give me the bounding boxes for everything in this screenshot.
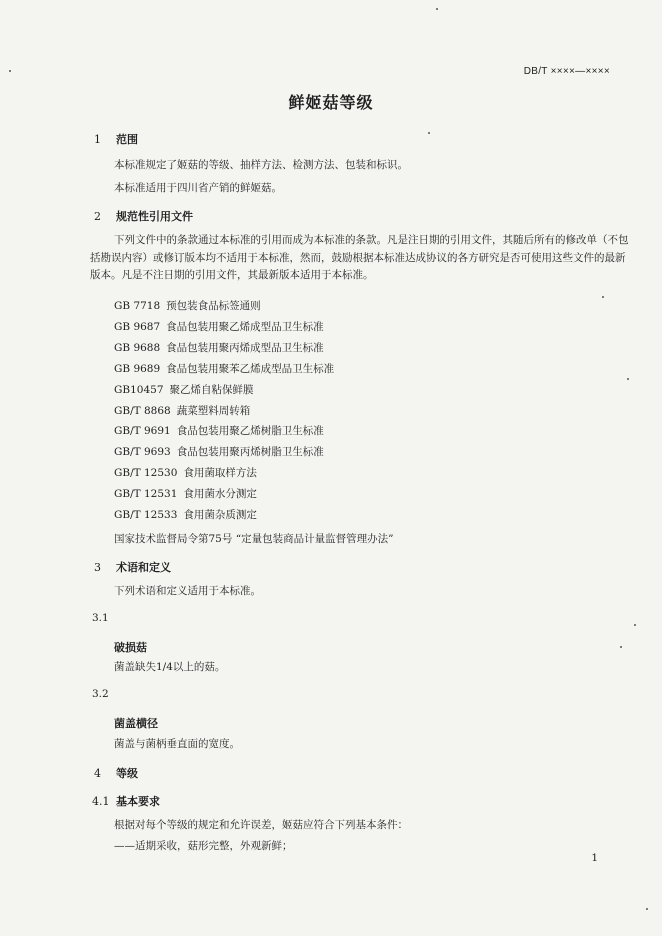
reference-title: 食品包装用聚丙烯树脂卫生标准 [176,446,324,459]
subsection-number: 4.1 [92,795,110,808]
reference-code: GB 9689 [114,362,161,375]
reference-title: 预包装食品标签通则 [166,300,261,312]
reference-title: 食品包装用聚乙烯成型品卫生标准 [166,320,324,333]
scan-speck [436,8,438,10]
reference-item [114,486,257,501]
section-1-paragraph-2: 本标准适用于四川省产销的鲜姬菇。 [114,182,282,194]
subsection-4-1-heading [92,793,160,809]
reference-title: 聚乙烯自粘保鲜膜 [169,383,254,396]
section-2-heading [94,208,193,224]
reference-title: 食品包装用聚丙烯成型品卫生标准 [166,341,324,354]
section-1-paragraph-1: 本标准规定了姬菇的等级、抽样方法、检测方法、包装和标识。 [114,159,408,171]
reference-code: GB/T 9693 [114,446,171,459]
reference-title: 食用菌杂质测定 [183,509,257,521]
section-number: 1 [94,133,101,146]
scan-speck [602,296,604,298]
reference-item [114,465,257,480]
section-title: 等级 [116,767,138,780]
reference-title: 食用菌取样方法 [183,467,257,480]
reference-code: GB/T 8868 [114,404,171,417]
reference-code: GB10457 [114,383,164,396]
reference-item [114,382,254,397]
subsection-title: 基本要求 [116,795,160,808]
reference-item [114,319,324,334]
section-1-heading [94,131,138,147]
scan-speck [634,624,636,626]
reference-decree: 国家技术监督局令第75号 “定量包装商品计量监督管理办法” [114,533,394,545]
section-2-paragraph: 下列文件中的条款通过本标准的引用而成为本标准的条款。凡是注日期的引用文件，其随后所有的修改单（不包括勘误内容）或修订版本均不适用于本标准，然而，鼓励根据本标准达成协议的各方研究是否可使用这些文件的最新版本。凡是不注日期的引用文件，其最新版本适用于本标准。 [90,234,629,281]
reference-code: GB/T 12533 [114,509,178,521]
section-number: 2 [94,210,101,223]
term-3-1-number: 3.1 [92,612,109,624]
term-3-1-definition: 菌盖缺失1/4以上的菇。 [114,661,226,673]
reference-item [114,298,261,313]
reference-code: GB 7718 [114,300,161,312]
reference-item [114,423,324,438]
section-title: 术语和定义 [116,561,171,574]
term-3-2-number: 3.2 [92,688,109,700]
reference-code: GB 9687 [114,320,161,333]
doc-code: DB/T ××××—×××× [523,66,610,77]
reference-title: 食品包装用聚苯乙烯成型品卫生标准 [166,362,335,375]
reference-code: GB/T 9691 [114,425,171,438]
reference-title: 食用菌水分测定 [183,488,257,501]
reference-code: GB 9688 [114,341,161,354]
reference-item [114,507,257,522]
section-4-heading [94,765,138,781]
reference-code: GB/T 12530 [114,467,178,480]
term-3-2: 菌盖横径 [114,717,158,730]
section-number: 3 [94,561,101,574]
section-title: 规范性引用文件 [116,210,193,223]
reference-item [114,403,250,418]
reference-item [114,340,324,355]
scan-speck [620,646,622,648]
term-3-2-definition: 菌盖与菌柄垂直面的宽度。 [114,738,240,750]
reference-code: GB/T 12531 [114,488,178,501]
page-title: 鲜姬菇等级 [288,93,374,112]
scan-speck [627,378,629,380]
reference-title: 蔬菜塑料周转箱 [176,404,251,417]
scan-speck [9,70,11,72]
reference-title: 食品包装用聚乙烯树脂卫生标准 [176,425,324,438]
section-title: 范围 [116,133,138,146]
scan-speck [428,132,430,134]
section-4-paragraph-2: ——适期采收，菇形完整，外观新鲜； [114,840,293,852]
scan-speck [646,908,648,910]
page-number: 1 [591,852,598,864]
section-3-intro: 下列术语和定义适用于本标准。 [114,585,261,597]
reference-item [114,361,334,376]
section-3-heading [94,559,171,575]
section-number: 4 [94,767,101,780]
term-3-1: 破损菇 [114,641,147,654]
reference-item [114,444,324,459]
section-4-paragraph-1: 根据对每个等级的规定和允许误差，姬菇应符合下列基本条件： [114,819,408,831]
